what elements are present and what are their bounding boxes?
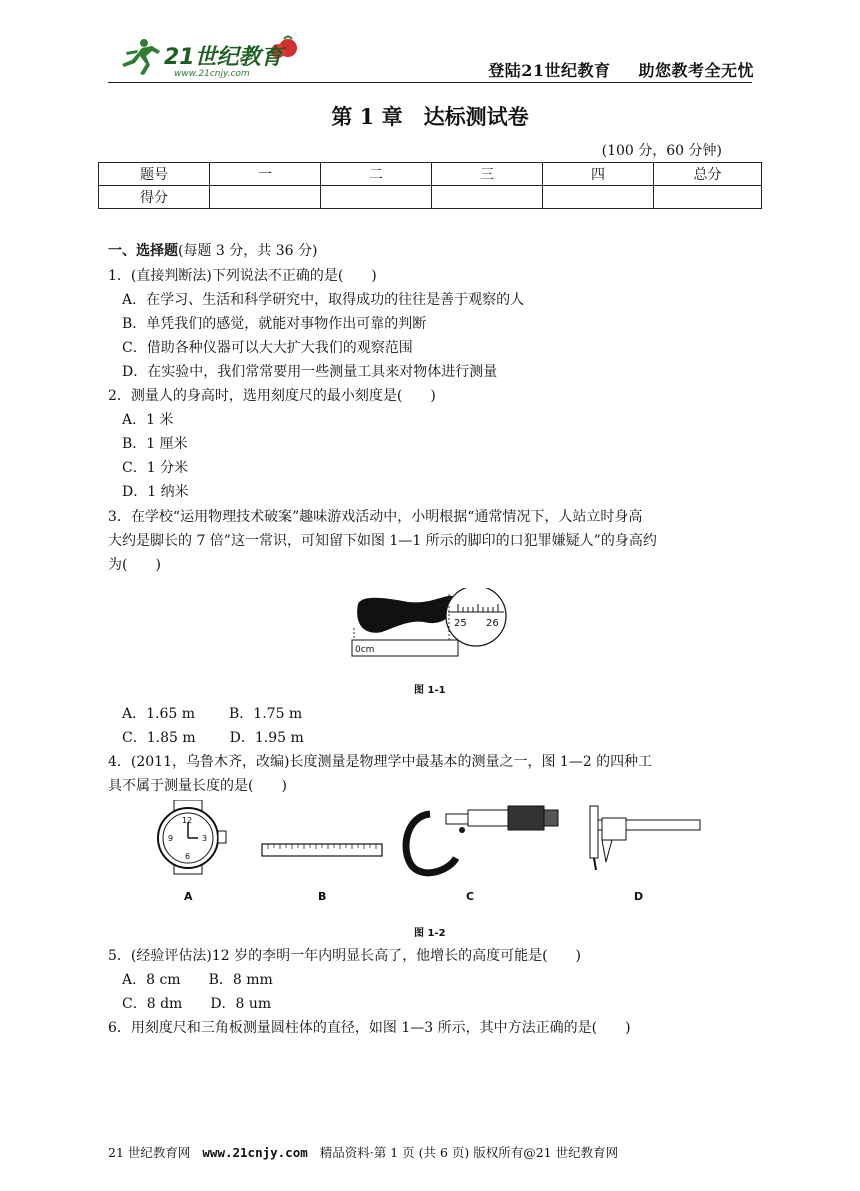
ruler-zero-label: 0cm: [355, 645, 375, 655]
q2-option-b: B．1 厘米: [122, 436, 188, 452]
tool-label-d: D: [634, 890, 644, 903]
q3-option-b: B．1.75 m: [229, 706, 303, 722]
q2-option-d: D．1 纳米: [122, 484, 189, 500]
section-note: (每题 3 分，共 36 分): [178, 243, 318, 259]
site-logo[interactable]: [112, 34, 302, 78]
q3-option-a: A．1.65 m: [122, 706, 196, 722]
caliper-icon: [590, 806, 700, 870]
footer-right: 精品资料·第 1 页 (共 6 页) 版权所有@21 世纪教育网: [319, 1145, 619, 1160]
figure-1-1-caption: 图 1-1: [414, 685, 446, 696]
page-footer: [108, 1143, 618, 1161]
tool-label-c: C: [466, 890, 475, 903]
measuring-tools-figure: [150, 800, 710, 910]
clock-9: 9: [168, 834, 174, 843]
score-input-cell[interactable]: [432, 186, 543, 209]
score-input-cell[interactable]: [543, 186, 654, 209]
clock-6: 6: [185, 852, 191, 861]
q5-option-a: A．8 cm: [122, 972, 181, 988]
q3-option-c: C．1.85 m: [122, 730, 196, 746]
q3-options-row2: [122, 727, 304, 747]
q2-option-a: A．1 米: [122, 412, 174, 428]
score-cell: 一: [210, 163, 321, 186]
header-slogan-1: 登陆21世纪教育: [488, 61, 611, 80]
header-divider: [108, 82, 752, 83]
q1-option-b: B．单凭我们的感觉，就能对事物作出可靠的判断: [122, 316, 427, 332]
score-table-header-row: [99, 163, 762, 186]
q5-option-c: C．8 dm: [122, 996, 183, 1012]
header-slogan-2: 助您教考全无忧: [638, 61, 754, 80]
q5-option-d: D．8 um: [210, 996, 272, 1012]
score-cell: 题号: [99, 163, 210, 186]
q3-options-row1: [122, 703, 302, 723]
magnifier-circle: [446, 588, 506, 646]
score-cell: 总分: [654, 163, 762, 186]
logo-graphic: [112, 34, 302, 78]
tool-label-b: B: [318, 890, 327, 903]
page-title: 第 1 章 达标测试卷: [331, 104, 529, 129]
section-heading: [108, 240, 317, 260]
q5-stem: 5．(经验评估法)12 岁的李明一年内明显长高了，他增长的高度可能是( ): [108, 948, 582, 964]
q2-option-c: C．1 分米: [122, 460, 189, 476]
micrometer-icon: [406, 806, 558, 873]
q1-option-c: C．借助各种仪器可以大大扩大我们的观察范围: [122, 340, 413, 356]
score-input-cell[interactable]: [210, 186, 321, 209]
q4-stem-line1: 4．(2011，乌鲁木齐，改编)长度测量是物理学中最基本的测量之一，图 1—2 的四种工: [108, 754, 653, 770]
q5-options-row1: [122, 969, 273, 989]
q1-stem: 1．(直接判断法)下列说法不正确的是( ): [108, 268, 377, 284]
score-cell: 得分: [99, 186, 210, 209]
q3-option-d: D．1.95 m: [229, 730, 304, 746]
clock-12: 12: [182, 816, 193, 825]
footer-left: 21 世纪教育网: [108, 1145, 191, 1160]
q5-option-b: B．8 mm: [208, 972, 273, 988]
ruler-tick-25: 25: [454, 618, 467, 629]
score-cell: 四: [543, 163, 654, 186]
clock-3: 3: [202, 834, 208, 843]
score-input-cell[interactable]: [321, 186, 432, 209]
score-table-score-row: [99, 186, 762, 209]
page-subtitle: (100 分，60 分钟): [601, 143, 722, 159]
q4-stem-line2: 具不属于测量长度的是( ): [108, 778, 287, 794]
footprint-shape: [357, 596, 456, 633]
score-cell: 三: [432, 163, 543, 186]
figure-1-2-caption: 图 1-2: [414, 928, 446, 939]
q5-options-row2: [122, 993, 271, 1013]
q2-stem: 2．测量人的身高时，选用刻度尺的最小刻度是( ): [108, 388, 436, 404]
ruler-icon: [262, 844, 382, 856]
watch-icon: [158, 800, 226, 874]
q3-stem-line1: 3．在学校“运用物理技术破案”趣味游戏活动中，小明根据“通常情况下，人站立时身高: [108, 509, 643, 525]
logo-url: www.21cnjy.com: [174, 69, 250, 78]
header-slogan: [460, 58, 754, 81]
score-cell: 二: [321, 163, 432, 186]
q6-stem: 6．用刻度尺和三角板测量圆柱体的直径，如图 1—3 所示，其中方法正确的是( ): [108, 1020, 631, 1036]
q3-stem-line2: 大约是脚长的 7 倍”这一常识，可知留下如图 1—1 所示的脚印的口犯罪嫌疑人”的身高约: [108, 533, 657, 549]
score-table: [98, 162, 762, 209]
footer-site-link[interactable]: www.21cnjy.com: [202, 1145, 308, 1160]
logo-text: 21世纪教育: [164, 45, 283, 70]
q3-stem-line3: 为( ): [108, 557, 161, 573]
q1-option-d: D．在实验中，我们常常要用一些测量工具来对物体进行测量: [122, 364, 498, 380]
score-input-cell[interactable]: [654, 186, 762, 209]
footprint-figure: [348, 588, 508, 660]
q1-option-a: A．在学习、生活和科学研究中，取得成功的往往是善于观察的人: [122, 292, 525, 308]
section-title: 一、选择题: [108, 243, 178, 259]
ruler-tick-26: 26: [486, 618, 499, 629]
tool-label-a: A: [184, 890, 193, 903]
